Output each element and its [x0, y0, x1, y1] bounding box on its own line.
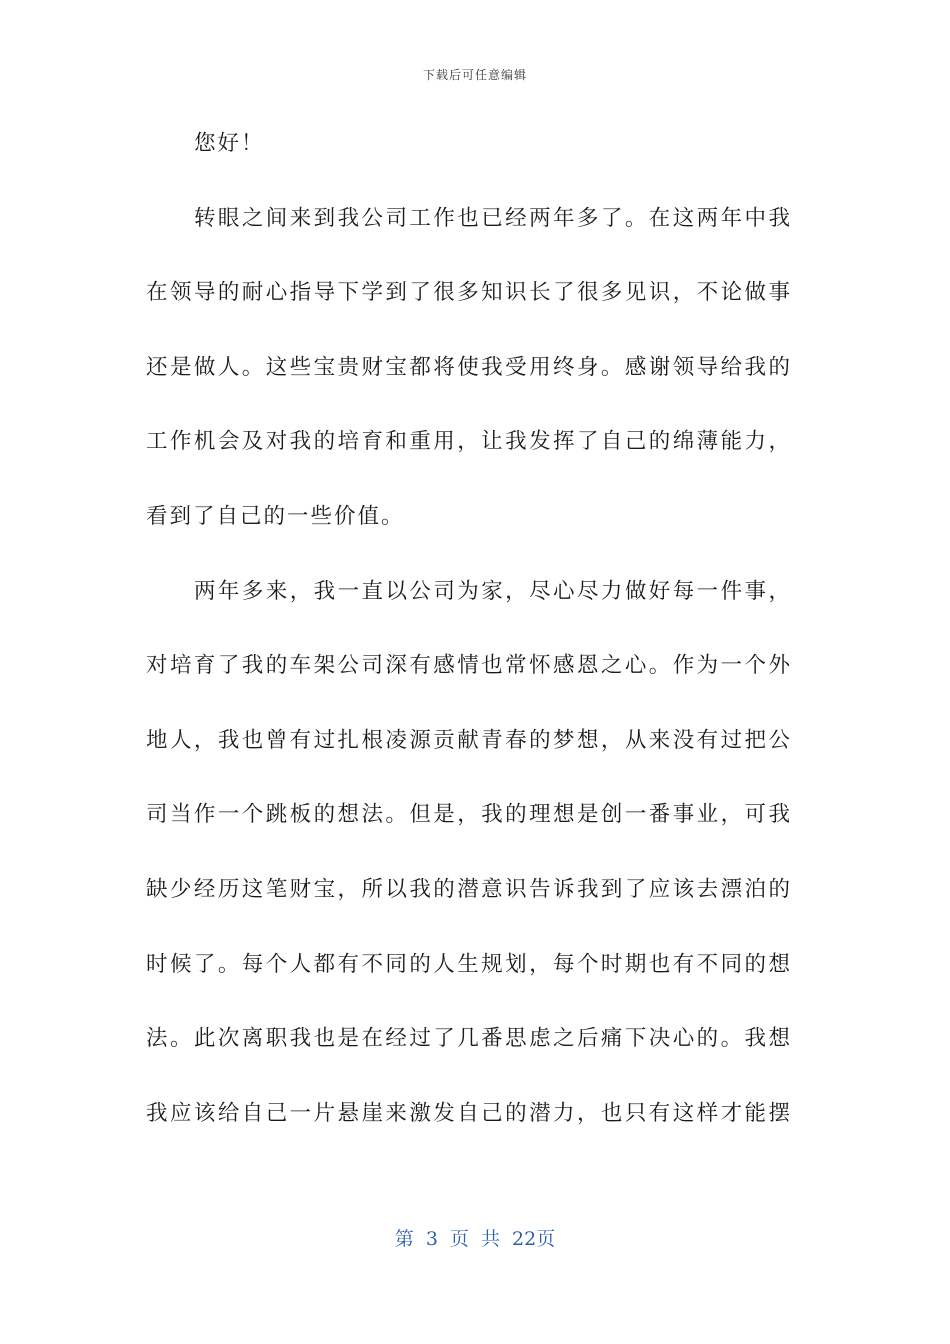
text-line: 工作机会及对我的培育和重用，让我发挥了自己的绵薄能力，: [146, 429, 792, 455]
text-line: 司当作一个跳板的想法。但是，我的理想是创一番事业，可我: [146, 802, 792, 828]
text-line: 地人，我也曾有过扎根凌源贡献青春的梦想，从来没有过把公: [146, 727, 792, 753]
text-line: 缺少经历这笔财宝，所以我的潜意识告诉我到了应该去漂泊的: [146, 876, 792, 902]
page-number: 第 3 页 共 22页: [394, 1228, 556, 1250]
text-line: 看到了自己的一些价值。: [146, 503, 405, 529]
text-line: 我应该给自己一片悬崖来激发自己的潜力，也只有这样才能摆: [146, 1100, 792, 1126]
text-line: 还是做人。这些宝贵财宝都将使我受用终身。感谢领导给我的: [146, 354, 792, 380]
text-line: 法。此次离职我也是在经过了几番思虑之后痛下决心的。我想: [146, 1026, 792, 1052]
text-line: 时候了。每个人都有不同的人生规划，每个时期也有不同的想: [146, 951, 792, 977]
paragraph-lines: [146, 187, 792, 1157]
page-header: 下载后可任意编辑: [422, 68, 527, 82]
document-body: [146, 112, 792, 1156]
greeting: 您好！: [194, 131, 265, 156]
text-line: 转眼之间来到我公司工作也已经两年多了。在这两年中我: [194, 205, 792, 231]
text-line: 对培育了我的车架公司深有感情也常怀感恩之心。作为一个外: [146, 653, 792, 679]
text-line: 在领导的耐心指导下学到了很多知识长了很多见识，不论做事: [146, 280, 792, 306]
text-line: 两年多来，我一直以公司为家，尽心尽力做好每一件事，: [194, 578, 792, 604]
